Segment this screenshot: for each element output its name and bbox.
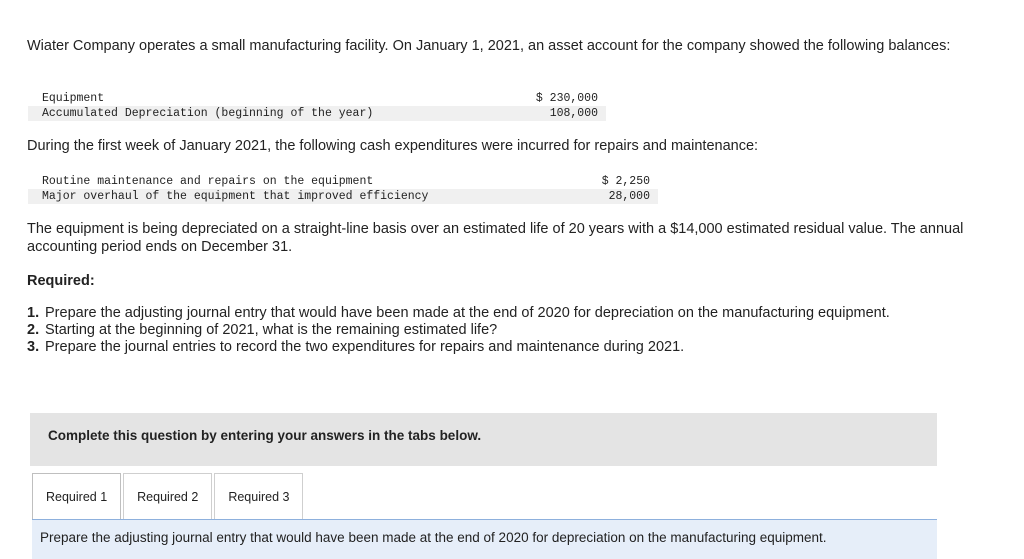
expenditure-amount: $ 2,250: [601, 175, 650, 188]
requirement-text: Prepare the journal entries to record the two expenditures for repairs and maintenance during 2021.: [45, 339, 685, 355]
tab-required-2[interactable]: Required 2: [123, 473, 212, 520]
requirement-number: 1.: [27, 305, 40, 321]
expenditures-table: [28, 174, 658, 204]
required-heading: Required:: [27, 273, 95, 289]
tab-panel-instructions: Prepare the adjusting journal entry that would have been made at the end of 2020 for depreciation on the manufacturing equipment.: [32, 519, 937, 559]
intro-text: Wiater Company operates a small manufacturing facility. On January 1, 2021, an asset account for the company showed the following balances:: [27, 38, 951, 54]
requirement-number: 2.: [27, 322, 40, 338]
answer-tabs: [32, 473, 305, 520]
list-item: [27, 339, 927, 356]
expenditure-amount: 28,000: [565, 189, 658, 204]
requirement-number: 3.: [27, 339, 40, 355]
expenditure-label: Major overhaul of the equipment that improved efficiency: [28, 189, 565, 204]
expenditure-label: Routine maintenance and repairs on the equipment: [42, 175, 374, 188]
balances-table: [28, 91, 606, 121]
instructions-banner: Complete this question by entering your answers in the tabs below.: [30, 413, 937, 466]
balance-amount: 108,000: [495, 106, 606, 121]
requirements-list: [27, 305, 927, 356]
expenditures-intro: During the first week of January 2021, the following cash expenditures were incurred for repairs and maintenance:: [27, 138, 759, 154]
tab-required-3[interactable]: Required 3: [214, 473, 303, 520]
requirement-text: Prepare the adjusting journal entry that would have been made at the end of 2020 for depreciation on the manufacturing equipment.: [45, 305, 890, 321]
requirement-text: Starting at the beginning of 2021, what is the remaining estimated life?: [45, 322, 498, 338]
balance-label: Equipment: [42, 92, 105, 105]
table-row: [28, 106, 606, 121]
table-row: [28, 174, 658, 189]
balance-amount: $ 230,000: [535, 92, 598, 105]
balance-label: Accumulated Depreciation (beginning of the year): [28, 106, 495, 121]
table-row: [28, 91, 606, 106]
table-row: [28, 189, 658, 204]
depreciation-note: The equipment is being depreciated on a straight-line basis over an estimated life of 20 years with a $14,000 estimated residual value. The annual accounting period ends on December 31.: [27, 221, 964, 255]
tab-required-1[interactable]: Required 1: [32, 473, 121, 520]
list-item: [27, 305, 927, 322]
list-item: [27, 322, 927, 339]
